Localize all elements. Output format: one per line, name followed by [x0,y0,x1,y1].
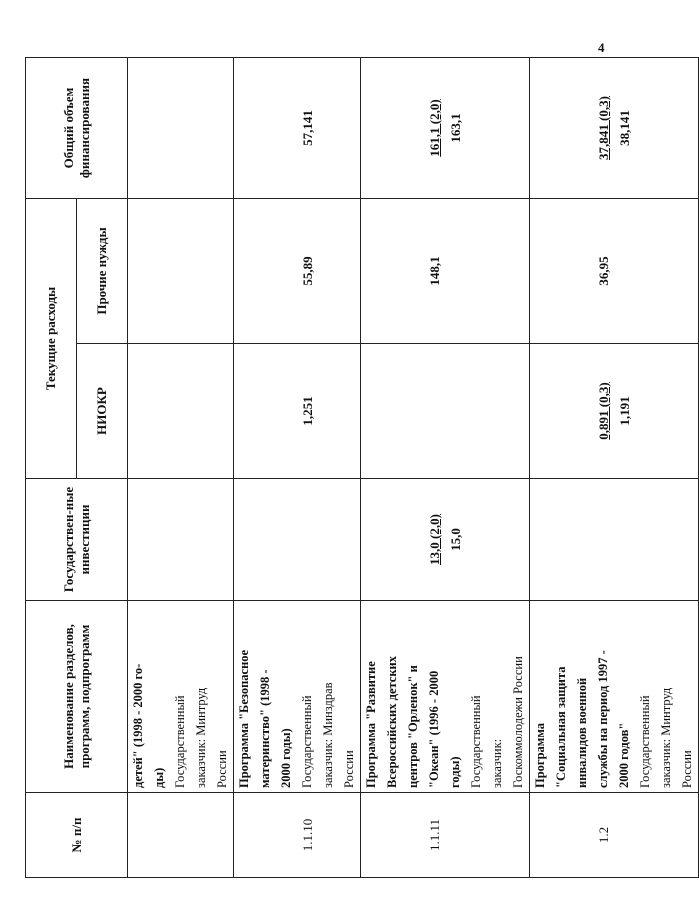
program-title-line: материнство" (1998 - [258,669,272,788]
invest-cell-value: 13,0 (2,0) [427,514,442,565]
niokr-cell-value: 1,251 [300,396,315,426]
niokr-cell-value-total: 1,191 [617,396,632,426]
program-title-line: Программа [533,723,547,788]
other-cell-value: 55,89 [300,256,315,286]
header-current: Текущие расходы [26,199,77,479]
page-number: 4 [598,40,605,55]
niokr-cell-value: 0,891 (0,3) [596,382,611,440]
other-cell-value: 148,1 [427,256,442,286]
total-cell-value: 161,1 (2,0) [427,99,442,157]
other-cell-value: 36,95 [596,256,611,286]
total-cell-value-total: 38,141 [617,110,632,146]
total-cell [128,58,234,199]
spacer [403,479,424,600]
niokr-cell [234,344,361,479]
other-cell [128,199,234,344]
spacer [572,199,593,343]
invest-cell-value [234,479,255,600]
niokr-cell-value [128,344,149,478]
row-name-cell [361,601,530,793]
row-number: 1.1.11 [427,818,442,852]
other-cell-value [128,199,149,343]
financing-table [25,57,699,878]
spacer [382,58,403,198]
invest-cell [128,479,234,601]
program-title-line: Программа "Безопасное [237,649,251,788]
program-title-line: 2000 годов" [617,722,631,788]
customer-line: заказчик: Минздрав [321,682,335,788]
table-row [128,58,234,878]
row-number-cell [234,793,361,878]
customer-line: заказчик: Минтруд [659,687,673,788]
row-number-cell [530,793,699,878]
row-name-cell [128,601,234,793]
program-title-line: службы на период 1997 - [596,650,610,788]
invest-cell [234,479,361,601]
spacer [276,793,297,877]
invest-cell-value [530,479,551,600]
spacer [234,793,255,877]
invest-cell-value [128,479,149,600]
spacer [234,344,255,478]
customer-line: России [680,750,694,788]
niokr-cell [530,344,699,479]
program-title-line: ды) [152,767,166,788]
spacer [530,344,551,478]
niokr-cell-value [361,344,382,478]
program-title-line: 2000 годы) [279,728,293,788]
other-cell [530,199,699,344]
row-number-cell [361,793,530,878]
spacer [403,58,424,198]
spacer [551,793,572,877]
spacer [530,793,551,877]
customer-line: Государственный [300,695,314,788]
customer-line: заказчик: [490,738,504,788]
total-cell [361,58,530,199]
spacer [551,199,572,343]
customer-line: России [215,750,229,788]
table-row [530,58,699,878]
spacer [551,344,572,478]
spacer [276,199,297,343]
customer-line: заказчик: Минтруд [194,687,208,788]
spacer [572,58,593,198]
row-number: 1.2 [596,826,611,844]
total-cell [530,58,699,199]
spacer [572,344,593,478]
spacer [361,479,382,600]
spacer [403,199,424,343]
spacer [255,199,276,343]
customer-line: Госкоммолодежи России [511,656,525,788]
program-title-line: Всероссийских детских [385,656,399,788]
program-title-line: годы) [448,756,462,788]
header-invest: Государствен-ные инвестиции [26,479,128,601]
spacer [255,793,276,877]
invest-cell-value-total: 15,0 [448,528,463,551]
customer-line: Государственный [638,695,652,788]
spacer [572,793,593,877]
total-cell-value: 57,141 [300,110,315,146]
spacer [382,199,403,343]
header-niokr: НИОКР [77,344,128,479]
spacer [361,793,382,877]
header-total: Общий объем финансирования [26,58,128,199]
invest-cell [361,479,530,601]
spacer [128,793,149,877]
spacer [361,199,382,343]
row-number [149,793,170,877]
total-cell [234,58,361,199]
table-row [234,58,361,878]
spacer [255,344,276,478]
spacer [234,199,255,343]
program-title-line: "Социальная защита [554,666,568,788]
table-body [128,58,699,878]
table-row [361,58,530,878]
header-num: № п/п [26,793,128,878]
spacer [255,58,276,198]
program-title-line: "Океан" (1996 - 2000 [427,670,441,788]
total-cell-value: 37,841 (0,3) [596,96,611,160]
row-number-cell [128,793,234,878]
spacer [361,58,382,198]
header-other: Прочие нужды [77,199,128,344]
spacer [530,199,551,343]
program-title-line: инвалидов военной [575,677,589,788]
row-number: 1.1.10 [300,818,315,852]
customer-line: Государственный [173,695,187,788]
total-cell-value [128,58,149,198]
row-name-cell [530,601,699,793]
spacer [530,58,551,198]
invest-cell [530,479,699,601]
spacer [234,58,255,198]
program-title-line: Программа "Развитие [364,661,378,788]
spacer [403,793,424,877]
customer-line: Государственный [469,695,483,788]
header-name: Наименование разделов, программ, подпрограмм [26,601,128,793]
spacer [382,793,403,877]
rotated-table-sheet [25,58,694,878]
niokr-cell [128,344,234,479]
total-cell-value-total: 163,1 [448,113,463,143]
row-name-cell [234,601,361,793]
program-title-line: детей" (1998 - 2000 го- [131,663,145,788]
program-title-line: центров "Орленок" и [406,665,420,788]
other-cell [234,199,361,344]
other-cell [361,199,530,344]
spacer [382,479,403,600]
niokr-cell [361,344,530,479]
spacer [551,58,572,198]
spacer [276,344,297,478]
spacer [276,58,297,198]
customer-line: России [342,750,356,788]
